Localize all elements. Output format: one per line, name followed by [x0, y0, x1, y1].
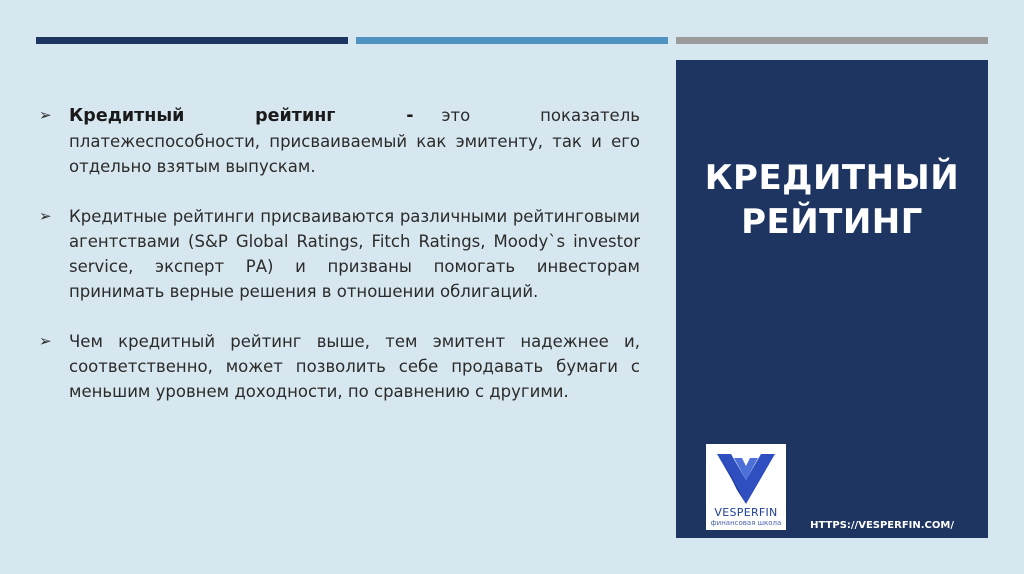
bullet-item-definition: [36, 103, 640, 179]
bullet-item-yield: [36, 329, 640, 404]
arrow-bullet-icon: ➢: [39, 332, 52, 350]
bullet-text: Чем кредитный рейтинг выше, тем эмитент надежнее и, соответственно, может позволить себе продавать бумаги с меньшим уровнем доходности, по сравнению с другими.: [69, 332, 640, 401]
website-link[interactable]: HTTPS://VESPERFIN.COM/: [810, 520, 954, 531]
bullet-text: это показатель платежеспособности, присваиваемый как эмитенту, так и его отдельно взятым выпускам.: [69, 106, 640, 176]
bullet-text: Кредитные рейтинги присваиваются различными рейтинговыми агентствами (S&P Global Ratings, Fitch Ratings, Moody`s investor service, эксперт РА) и призваны помогать инвесторам принимать верные решения в отношении облигаций.: [69, 207, 640, 301]
bullet-item-agencies: [36, 204, 640, 304]
vesperfin-v-icon: [717, 450, 775, 506]
slide-title-line-1: КРЕДИТНЫЙ: [704, 158, 960, 198]
arrow-bullet-icon: ➢: [39, 207, 52, 225]
top-stripe-navy: [36, 37, 348, 44]
slide-title: [676, 156, 988, 244]
title-panel: [676, 60, 988, 538]
logo-subtitle: финансовая школа: [710, 519, 782, 527]
top-stripe-gray: [676, 37, 988, 44]
arrow-bullet-icon: ➢: [39, 106, 52, 124]
logo-name: VESPERFIN: [714, 506, 778, 519]
vesperfin-logo: [706, 444, 786, 530]
bullet-term: Кредитный рейтинг -: [69, 106, 414, 126]
slide-title-line-2: РЕЙТИНГ: [741, 202, 923, 242]
bullet-list: [36, 103, 640, 429]
top-stripe-blue: [356, 37, 668, 44]
